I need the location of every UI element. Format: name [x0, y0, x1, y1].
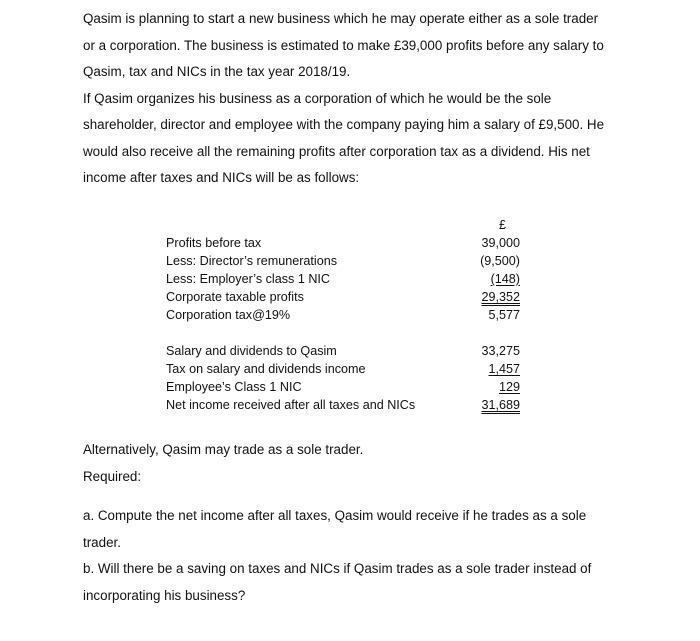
- table-row: [166, 342, 520, 360]
- table-row: [166, 270, 520, 288]
- intro-line: If Qasim organizes his business as a corporation of which he would be the sole: [83, 90, 552, 106]
- row-label: Salary and dividends to Qasim: [166, 344, 337, 358]
- row-label: Profits before tax: [166, 236, 262, 250]
- intro-line: Qasim is planning to start a new business which he may operate either as a sole trader: [83, 11, 599, 26]
- intro-line: income after taxes and NICs will be as follows:: [83, 170, 360, 185]
- question-b: [83, 556, 673, 609]
- row-label: Corporate taxable profits: [166, 290, 304, 304]
- alternative-text: Alternatively, Qasim may trade as a sole trader.: [83, 442, 364, 457]
- question-a-line: trader.: [83, 534, 121, 550]
- required-label: Required:: [83, 469, 142, 484]
- row-label: Corporation tax@19%: [166, 308, 291, 322]
- question-a-line: a. Compute the net income after all taxes, Qasim would receive if he trades as a sole: [83, 508, 587, 523]
- row-amount: 31,689: [481, 398, 520, 412]
- row-amount: 129: [498, 380, 520, 394]
- intro-paragraph: [83, 6, 673, 192]
- table-row: [166, 288, 520, 306]
- alternative-paragraph: [83, 436, 673, 490]
- intro-line: or a corporation. The business is estimated to make £39,000 profits before any salary to: [83, 37, 604, 53]
- row-label: Tax on salary and dividends income: [166, 362, 366, 376]
- row-amount: 33,275: [481, 344, 520, 358]
- table-row: [166, 234, 520, 252]
- row-amount: 5,577: [488, 308, 520, 322]
- intro-line: Qasim, tax and NICs in the tax year 2018/19.: [83, 64, 351, 79]
- intro-line: would also receive all the remaining profits after corporation tax as a dividend. His net: [83, 143, 590, 159]
- table-row: [166, 360, 520, 378]
- row-label: Less: Employer’s class 1 NIC: [166, 272, 331, 286]
- corporation-profit-table: [166, 216, 520, 324]
- row-amount: 1,457: [488, 362, 520, 376]
- currency-header: £: [498, 218, 506, 232]
- question-a: [83, 503, 673, 556]
- row-amount: (9,500): [480, 254, 520, 268]
- row-amount: (148): [490, 272, 520, 286]
- question-b-line: b. Will there be a saving on taxes and NICs if Qasim trades as a sole trader instead of: [83, 561, 592, 576]
- row-label: Net income received after all taxes and NICs: [166, 398, 416, 412]
- table-row: [166, 396, 520, 414]
- row-label: Less: Director’s remunerations: [166, 254, 338, 268]
- intro-line: shareholder, director and employee with the company paying him a salary of £9,500. He: [83, 117, 605, 132]
- net-income-table: [166, 342, 520, 414]
- table-row: [166, 306, 520, 324]
- table-row: [166, 252, 520, 270]
- row-amount: 39,000: [481, 236, 520, 250]
- table-row: [166, 378, 520, 396]
- currency-header-row: [166, 216, 520, 234]
- row-amount: 29,352: [481, 290, 520, 304]
- row-label: Employee’s Class 1 NIC: [166, 380, 302, 394]
- question-b-line: incorporating his business?: [83, 587, 246, 603]
